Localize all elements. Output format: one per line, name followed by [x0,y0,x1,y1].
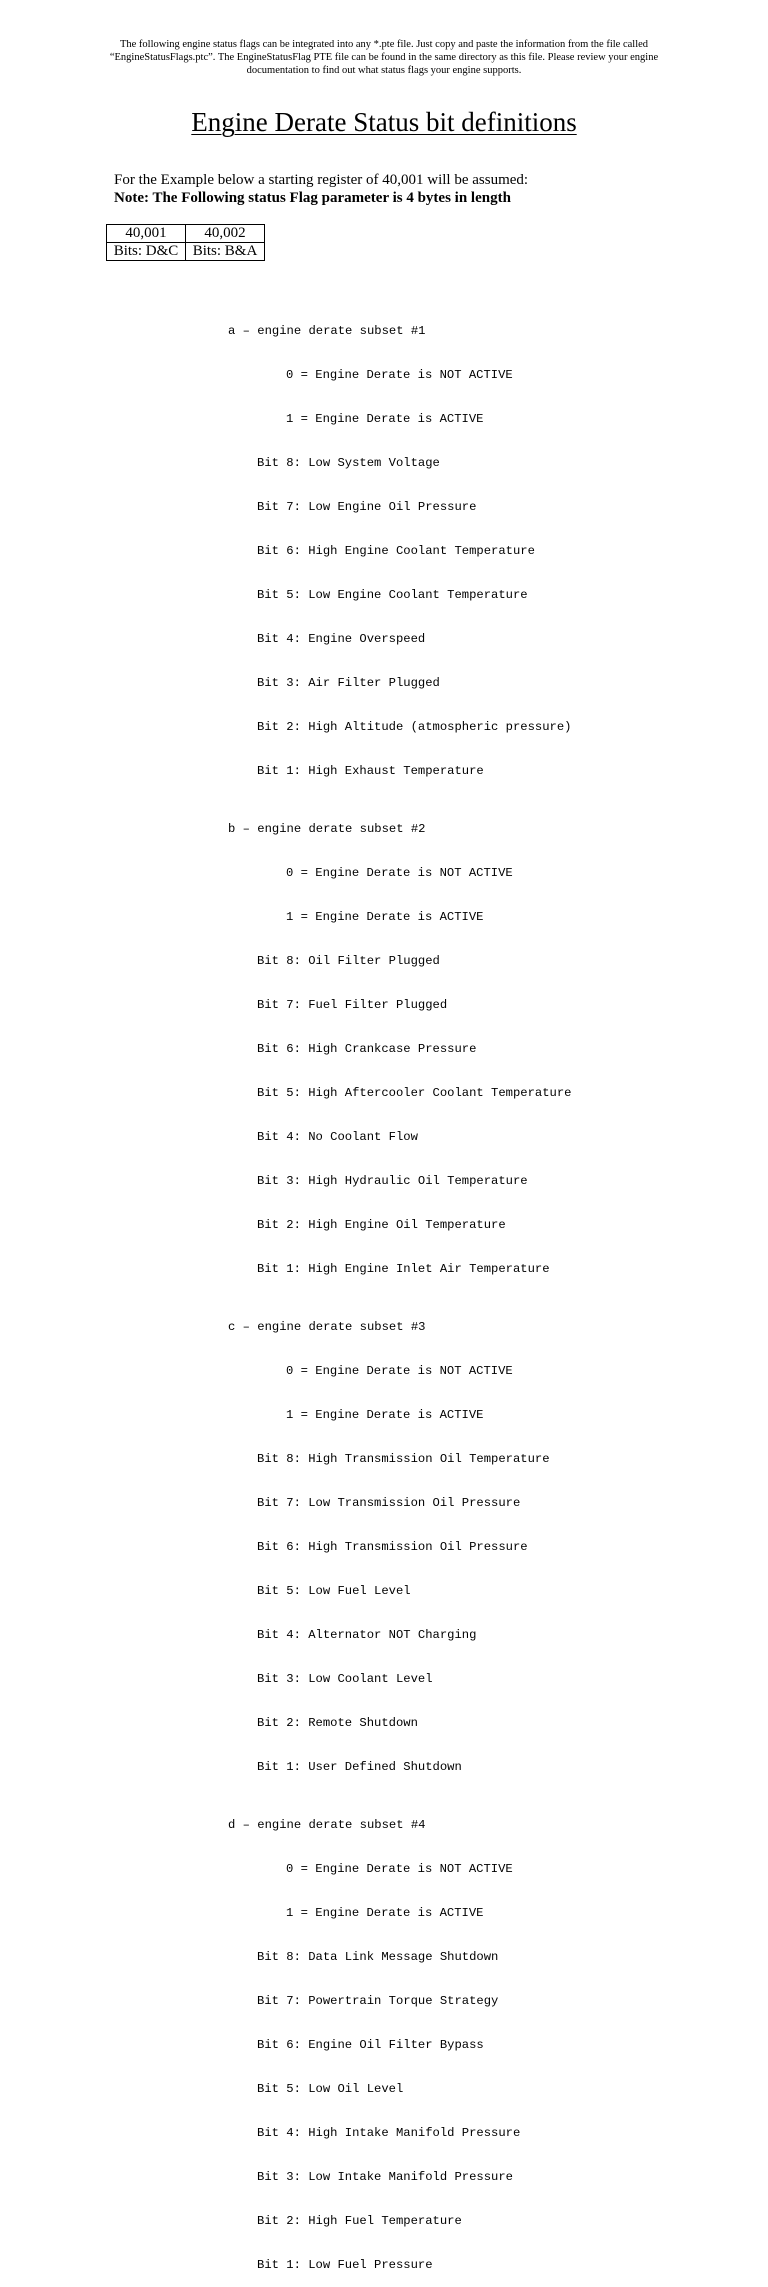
intro-line: documentation to find out what status flags your engine supports. [246,65,522,76]
bit-definition: Bit 7: Low Engine Oil Pressure [257,499,477,514]
bit-definition: Bit 6: High Engine Coolant Temperature [257,543,535,558]
subset-header: b – engine derate subset #2 [228,822,426,837]
bit-definition: Bit 4: No Coolant Flow [257,1129,418,1144]
bit-definition: Bit 7: Fuel Filter Plugged [257,997,448,1012]
bit-definition: Bit 5: Low Engine Coolant Temperature [257,587,528,602]
bit-definition: Bit 2: High Engine Oil Temperature [257,1217,506,1232]
bit-definition: Bit 3: High Hydraulic Oil Temperature [257,1173,528,1188]
bit-definition: Bit 3: Low Coolant Level [257,1671,433,1686]
bit-definition: Bit 2: High Fuel Temperature [257,2213,462,2228]
bit-definition: Bit 3: Low Intake Manifold Pressure [257,2170,513,2185]
bit-definition: Bit 6: High Transmission Oil Pressure [257,1540,528,1555]
bit-definition: Bit 6: Engine Oil Filter Bypass [257,2038,484,2053]
note-text: Note: The Following status Flag parameter is 4 bytes in length [114,190,511,206]
page-title: Engine Derate Status bit definitions [191,107,577,137]
bit-definition: Bit 5: Low Fuel Level [257,1583,411,1598]
bit-definition: Bit 1: High Exhaust Temperature [257,763,484,778]
register-row [107,225,265,243]
state-inactive-line: 0 = Engine Derate is NOT ACTIVE [286,1862,513,1877]
bit-definition: Bit 5: High Aftercooler Coolant Temperature [257,1085,572,1100]
register-cell: 40,001 [107,225,186,243]
subset-header: a – engine derate subset #1 [228,323,426,338]
intro-line: The following engine status flags can be integrated into any *.pte file. Just copy and paste the information from the file called [119,39,649,50]
bit-definition: Bit 8: High Transmission Oil Temperature [257,1452,550,1467]
bit-definition: Bit 4: Alternator NOT Charging [257,1627,477,1642]
bit-definition: Bit 4: Engine Overspeed [257,631,426,646]
bits-row [107,243,265,261]
register-cell: 40,002 [186,225,265,243]
state-inactive-line: 0 = Engine Derate is NOT ACTIVE [286,1364,513,1379]
intro-line: “EngineStatusFlags.ptc”. The EngineStatusFlag PTE file can be found in the same directory as this file. Please review your engine [109,52,659,63]
register-table [106,224,265,261]
bit-definition: Bit 8: Data Link Message Shutdown [257,1950,499,1965]
state-inactive-line: 0 = Engine Derate is NOT ACTIVE [286,866,513,881]
bits-cell: Bits: B&A [186,243,265,261]
bit-definition: Bit 1: High Engine Inlet Air Temperature [257,1261,550,1276]
bit-definition: Bit 8: Low System Voltage [257,455,440,470]
bit-definition: Bit 5: Low Oil Level [257,2082,404,2097]
state-active-line: 1 = Engine Derate is ACTIVE [286,910,484,925]
bits-cell: Bits: D&C [107,243,186,261]
bit-definition: Bit 7: Low Transmission Oil Pressure [257,1496,521,1511]
bit-definition: Bit 2: High Altitude (atmospheric pressure) [257,719,572,734]
state-inactive-line: 0 = Engine Derate is NOT ACTIVE [286,367,513,382]
subset-definitions [228,280,572,2287]
state-active-line: 1 = Engine Derate is ACTIVE [286,1408,484,1423]
bit-definition: Bit 1: User Defined Shutdown [257,1759,462,1774]
intro-paragraph [0,38,768,77]
example-text: For the Example below a starting register of 40,001 will be assumed: [114,172,529,188]
bit-definition: Bit 2: Remote Shutdown [257,1715,418,1730]
bit-definition: Bit 1: Low Fuel Pressure [257,2257,433,2272]
bit-definition: Bit 7: Powertrain Torque Strategy [257,1994,499,2009]
subset-header: c – engine derate subset #3 [228,1320,426,1335]
subset-header: d – engine derate subset #4 [228,1818,426,1833]
bit-definition: Bit 8: Oil Filter Plugged [257,953,440,968]
bit-definition: Bit 3: Air Filter Plugged [257,675,440,690]
bit-definition: Bit 4: High Intake Manifold Pressure [257,2126,521,2141]
state-active-line: 1 = Engine Derate is ACTIVE [286,411,484,426]
bit-definition: Bit 6: High Crankcase Pressure [257,1041,477,1056]
state-active-line: 1 = Engine Derate is ACTIVE [286,1906,484,1921]
